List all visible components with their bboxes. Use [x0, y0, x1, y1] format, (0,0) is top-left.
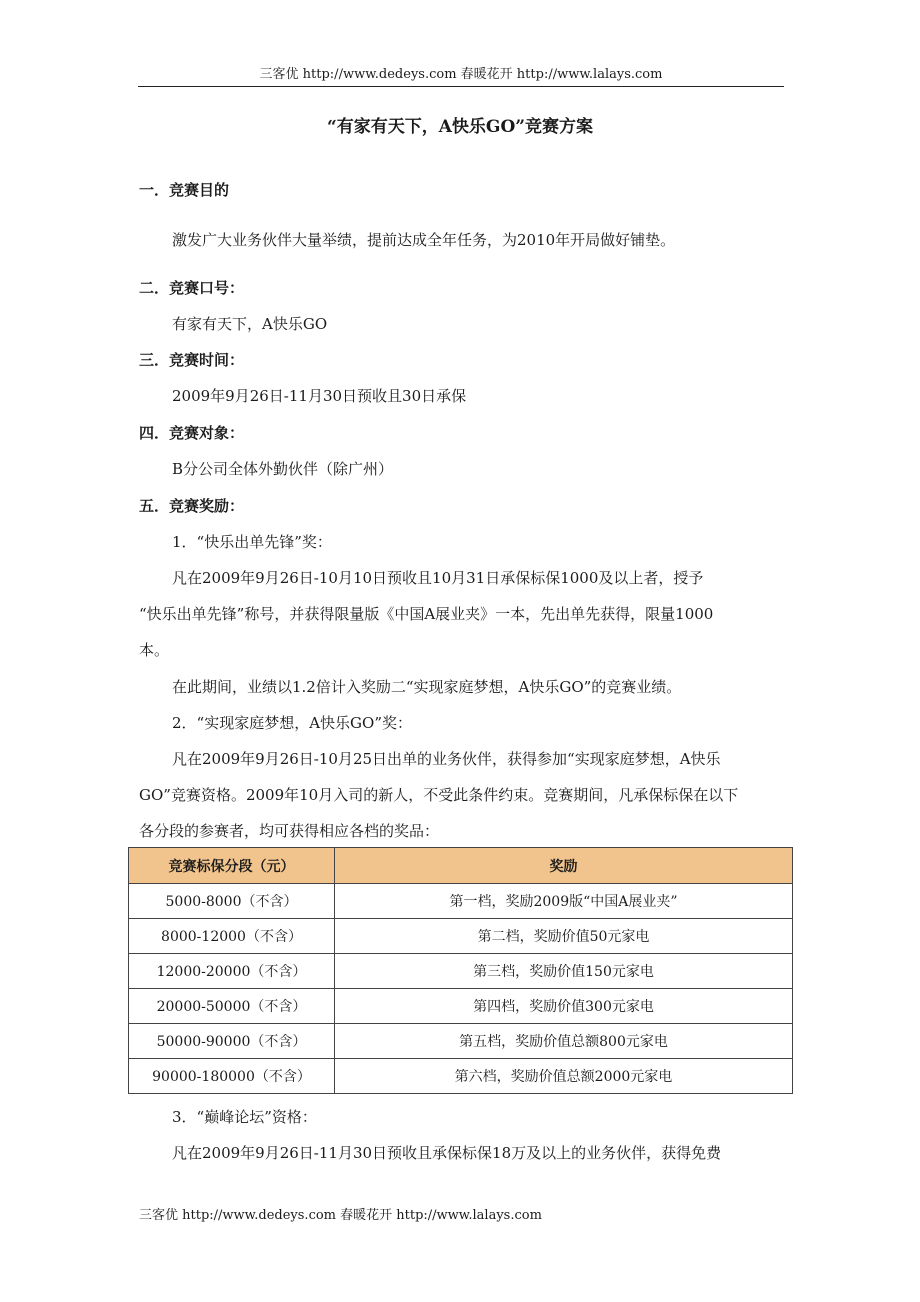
award-3-paragraph-line: 凡在2009年9月26日-11月30日预收且承保标保18万及以上的业务伙伴，获得免费 [172, 1144, 722, 1162]
table-row [129, 919, 793, 954]
section-5-heading: 五．竞赛奖励： [139, 497, 245, 515]
section-2-text: 有家有天下，A快乐GO [172, 315, 328, 333]
document-title: “有家有天下，A快乐GO”竞赛方案 [326, 117, 594, 137]
tier-range-cell: 8000-12000（不含） [129, 919, 335, 954]
reward-cell: 第三档，奖励价值150元家电 [335, 954, 793, 989]
column-header-tier: 竞赛标保分段（元） [129, 848, 335, 884]
tier-range-cell: 50000-90000（不含） [129, 1024, 335, 1059]
table-row [129, 989, 793, 1024]
tier-range-cell: 20000-50000（不含） [129, 989, 335, 1024]
section-1-text: 激发广大业务伙伴大量举绩，提前达成全年任务，为2010年开局做好铺垫。 [172, 231, 676, 249]
section-1-heading: 一．竞赛目的 [139, 181, 230, 199]
award-2-title: 2．“实现家庭梦想，A快乐GO”奖： [172, 714, 412, 732]
column-header-reward: 奖励 [335, 848, 793, 884]
reward-cell: 第四档，奖励价值300元家电 [335, 989, 793, 1024]
tier-range-cell: 12000-20000（不含） [129, 954, 335, 989]
reward-cell: 第二档，奖励价值50元家电 [335, 919, 793, 954]
section-4-text: B分公司全体外勤伙伴（除广州） [172, 460, 394, 478]
award-2-paragraph-line: 凡在2009年9月26日-10月25日出单的业务伙伴，获得参加“实现家庭梦想，A快乐 [172, 750, 721, 768]
table-row [129, 1024, 793, 1059]
award-3-title: 3．“巅峰论坛”资格： [172, 1108, 317, 1126]
award-1-note: 在此期间，业绩以1.2倍计入奖励二“实现家庭梦想，A快乐GO”的竞赛业绩。 [172, 678, 682, 696]
award-1-paragraph-line: 凡在2009年9月26日-10月10日预收且10月31日承保标保1000及以上者，授予 [172, 569, 704, 587]
prize-table-header-row [129, 848, 793, 884]
award-2-paragraph-line: 各分段的参赛者，均可获得相应各档的奖品： [139, 822, 440, 840]
award-1-paragraph-line: “快乐出单先锋”称号，并获得限量版《中国A展业夹》一本，先出单先获得，限量1000 [139, 605, 714, 623]
section-4-heading: 四．竞赛对象： [139, 424, 245, 442]
section-3-text: 2009年9月26日-11月30日预收且30日承保 [172, 387, 467, 405]
page-header: 三客优 http://www.dedeys.com 春暖花开 http://www.lalays.com [138, 64, 784, 87]
tier-range-cell: 5000-8000（不含） [129, 884, 335, 919]
section-3-heading: 三．竞赛时间： [139, 351, 245, 369]
award-1-paragraph-line: 本。 [139, 641, 170, 659]
table-row [129, 954, 793, 989]
award-2-paragraph-line: GO”竞赛资格。2009年10月入司的新人，不受此条件约束。竞赛期间，凡承保标保在以下 [139, 786, 739, 804]
section-2-heading: 二．竞赛口号： [139, 279, 245, 297]
reward-cell: 第一档，奖励2009版“中国A展业夹” [335, 884, 793, 919]
reward-cell: 第六档，奖励价值总额2000元家电 [335, 1059, 793, 1094]
table-row [129, 1059, 793, 1094]
tier-range-cell: 90000-180000（不含） [129, 1059, 335, 1094]
award-1-title: 1．“快乐出单先锋”奖： [172, 533, 332, 551]
page-footer: 三客优 http://www.dedeys.com 春暖花开 http://www.lalays.com [139, 1208, 542, 1223]
prize-table [128, 847, 793, 1094]
table-row [129, 884, 793, 919]
reward-cell: 第五档，奖励价值总额800元家电 [335, 1024, 793, 1059]
